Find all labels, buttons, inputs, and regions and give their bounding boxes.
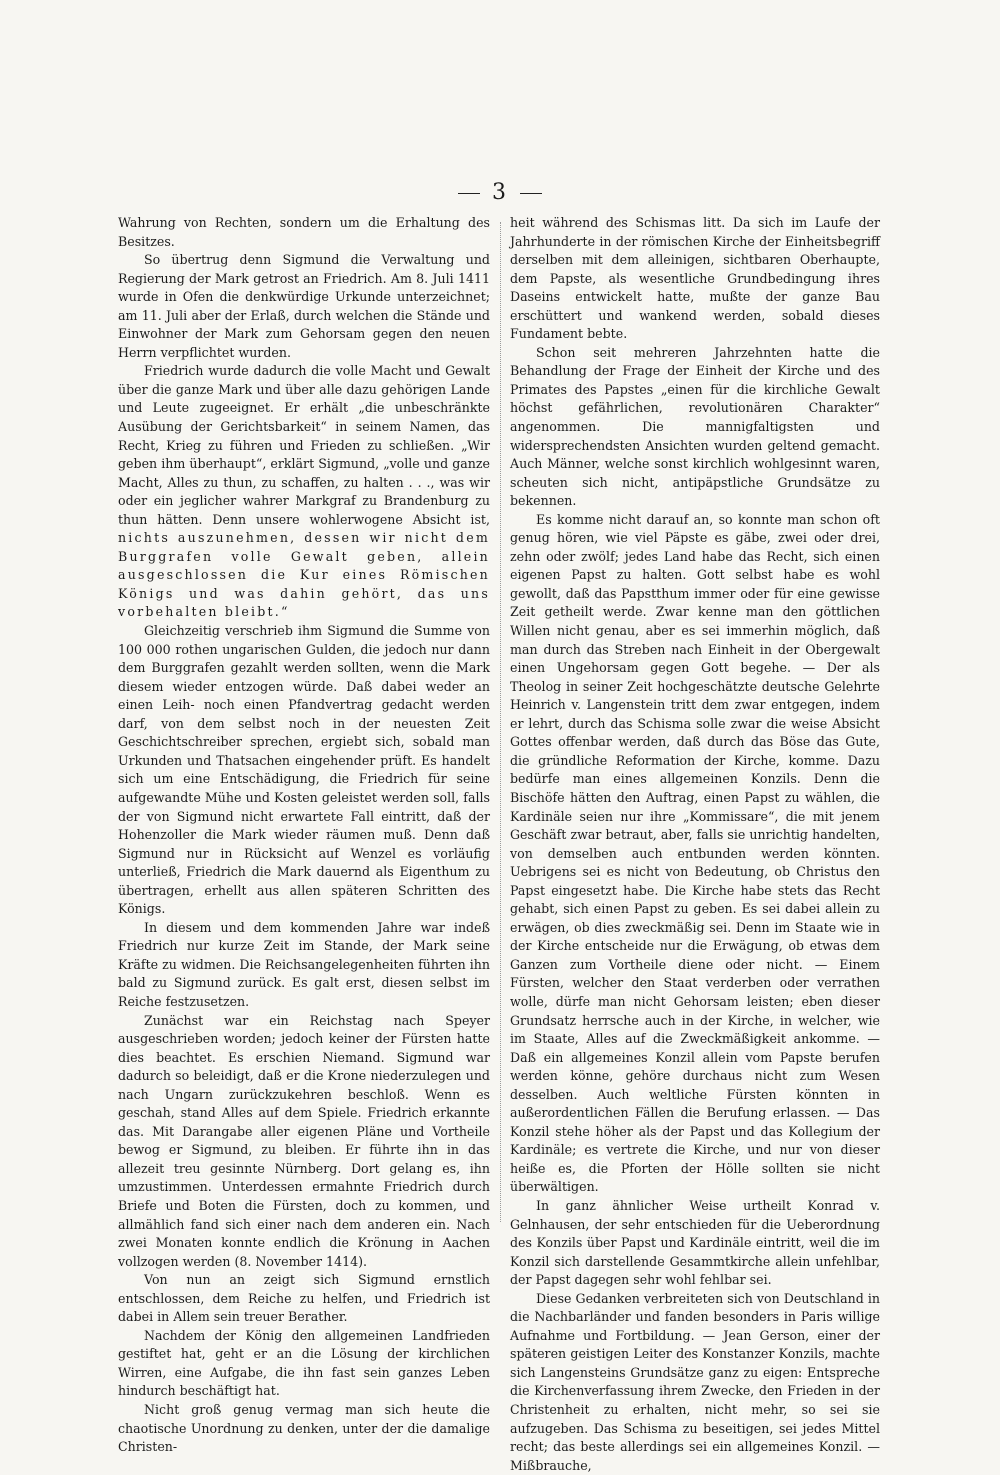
- right-paragraph-4: In ganz ähnlicher Weise urtheilt Konrad v. Gelnhausen, der sehr entschieden für die Ueberordnung des Konzils über Papst und Kardinäle eintritt, weil die im Konzil sich darstellende Gesammtkirche allein unfehlbar, der Papst dagegen sehr wohl fehlbar sei.: [510, 1197, 880, 1288]
- left-paragraph-4: Gleichzeitig verschrieb ihm Sigmund die Summe von 100 000 rothen ungarischen Gulden, die jedoch nur dann dem Burggrafen gezahlt werden sollten, wenn die Mark diesem wieder entzogen würde. Daß dabei weder an einen Leih- noch einen Pfandvertrag gedacht werden darf, von dem selbst noch in der neuesten Zeit Geschichtschreiber sprechen, ergiebt sich, sobald man Urkunden und Thatsachen eingehender prüft. Es handelt sich um eine Entschädigung, die Friedrich für seine aufgewandte Mühe und Kosten geleistet werden soll, falls der von Sigmund nicht erwartete Fall eintritt, daß der Hohenzoller die Mark wieder räumen muß. Denn daß Sigmund nur in Rücksicht auf Wenzel es vorläufig unterließ, Friedrich die Mark dauernd als Eigenthum zu übertragen, erhellt aus allen späteren Schritten des Königs.: [118, 623, 490, 917]
- left-paragraph-2: So übertrug denn Sigmund die Verwaltung und Regierung der Mark getrost an Friedrich. Am 8. Juli 1411 wurde in Ofen die denkwürdige Urkunde unterzeichnet; am 11. Juli aber der Erlaß, durch welchen die Stände und Einwohner der Mark zum Gehorsam gegen den neuen Herrn verpflichtet wurden.: [118, 252, 490, 360]
- left-paragraph-5: In diesem und dem kommenden Jahre war indeß Friedrich nur kurze Zeit im Stande, der Mark seine Kräfte zu widmen. Die Reichsangelegenheiten führten ihn bald zu Sigmund zurück. Es galt erst, diesen selbst im Reiche festzusetzen.: [118, 919, 490, 1009]
- page-number-dash-right: [520, 193, 542, 194]
- left-paragraph-3: [118, 362, 490, 622]
- left-paragraph-3-text: Friedrich wurde dadurch die volle Macht und Gewalt über die ganze Mark und über alle dazu gehörigen Lande und Leute zugeeignet. Er erhält „die unbeschränkte Ausübung der Gerichtsbarkeit“ in seinem Namen, das Recht, Krieg zu führen und Frieden zu schließen. „Wir geben ihm überhaupt“, erklärt Sigmund, „volle und ganze Macht, Alles zu thun, zu schaffen, zu halten . . ., was wir oder ein jeglicher wahrer Markgraf zu Brandenburg zu thun hätten. Denn unsere wohlerwogene Absicht ist,: [118, 363, 490, 527]
- left-paragraph-9: Nicht groß genug vermag man sich heute die chaotische Unordnung zu denken, unter der die damalige Christen-: [118, 1402, 490, 1455]
- right-paragraph-1: heit während des Schismas litt. Da sich im Laufe der Jahrhunderte in der römischen Kirche der Einheitsbegriff derselben mit dem alleinigen, sichtbaren Oberhaupte, dem Papste, als wesentliche Grundbedingung ihres Daseins entwickelt hatte, mußte der ganze Bau erschüttert und wankend werden, sobald dieses Fundament bebte.: [510, 215, 880, 342]
- right-column: [510, 214, 880, 1475]
- left-paragraph-6: Zunächst war ein Reichstag nach Speyer ausgeschrieben worden; jedoch keiner der Fürsten hatte dies beachtet. Es erschien Niemand. Sigmund war dadurch so beleidigt, daß er die Krone niederzulegen und nach Ungarn zurückzukehren beschloß. Wenn es geschah, stand Alles auf dem Spiele. Friedrich erkannte das. Mit Darangabe aller eigenen Pläne und Vortheile bewog er Sigmund, zu bleiben. Er führte ihn in das allezeit treu gesinnte Nürnberg. Dort gelang es, ihn umzustimmen. Unterdessen ermahnte Friedrich durch Briefe und Boten die Fürsten, doch zu kommen, und allmählich fand sich einer nach dem anderen ein. Nach zwei Monaten konnte endlich die Krönung in Aachen vollzogen werden (8. November 1414).: [118, 1012, 490, 1269]
- right-paragraph-5: Diese Gedanken verbreiteten sich von Deutschland in die Nachbarländer und fanden besonders in Paris willige Aufnahme und Fortbildung. — Jean Gerson, einer der späteren geistigen Leiter des Konstanzer Konzils, machte sich Langensteins Grundsätze ganz zu eigen: Entspreche die Kirchenverfassung ihrem Zwecke, den Frieden in der Christenheit zu erhalten, nicht mehr, so sei sie aufzugeben. Das Schisma zu beseitigen, sei jedes Mittel recht; das beste allerdings sei ein allgemeines Konzil. — Mißbrauche,: [510, 1290, 880, 1473]
- right-paragraph-2: Schon seit mehreren Jahrzehnten hatte die Behandlung der Frage der Einheit der Kirche und des Primates des Papstes „einen für die kirchliche Gewalt höchst gefährlichen, revolutionären Charakter“ angenommen. Die mannigfaltigsten und widersprechendsten Ansichten wurden geltend gemacht. Auch Männer, welche sonst kirchlich wohlgesinnt waren, scheuten sich nicht, antipäpstliche Grundsätze zu bekennen.: [510, 344, 880, 509]
- left-paragraph-7: Von nun an zeigt sich Sigmund ernstlich entschlossen, dem Reiche zu helfen, und Friedrich ist dabei in Allem sein treuer Berather.: [118, 1272, 490, 1325]
- left-paragraph-3-spaced-quote: nichts auszunehmen, dessen wir nicht dem Burggrafen volle Gewalt geben, allein ausgeschlossen die Kur eines Römischen Königs und was dahin gehört, das uns vorbehalten bleibt.“: [118, 530, 490, 620]
- left-paragraph-1: Wahrung von Rechten, sondern um die Erhaltung des Besitzes.: [118, 215, 490, 249]
- page-number: [0, 180, 1000, 205]
- left-column: [118, 214, 490, 1457]
- page-number-text: 3: [492, 180, 508, 205]
- column-divider: [500, 222, 501, 1222]
- page-number-dash-left: [458, 193, 480, 194]
- right-paragraph-3: Es komme nicht darauf an, so konnte man schon oft genug hören, wie viel Päpste es gäbe, zwei oder drei, zehn oder zwölf; jedes Land habe das Recht, sich einen eigenen Papst zu halten. Gott selbst habe es wohl gewollt, daß das Papstthum immer oder für eine gewisse Zeit getheilt werde. Zwar kenne man den göttlichen Willen nicht genau, aber es sei immerhin möglich, daß man durch das Streben nach Einheit in der Obergewalt einen Ungehorsam gegen Gott begehe. — Der als Theolog in seiner Zeit hochgeschätzte deutsche Gelehrte Heinrich v. Langenstein tritt dem zwar entgegen, indem er lehrt, durch das Schisma solle zwar die weise Absicht Gottes offenbar werden, daß durch das Böse das Gute, die gründliche Reformation der Kirche, komme. Dazu bedürfe man eines allgemeinen Konzils. Denn die Bischöfe hätten den Auftrag, einen Papst zu wählen, die Kardinäle seien nur ihre „Kommissare“, die mit jenem Geschäft zwar betraut, aber, falls sie unrichtig handelten, von demselben auch entbunden werden könnten. Uebrigens sei es nicht von Bedeutung, ob Christus den Papst eingesetzt habe. Die Kirche habe stets das Recht gehabt, sich einen Papst zu geben. Es sei dabei allein zu erwägen, ob dies zweckmäßig sei. Denn im Staate wie in der Kirche entscheide nur die Erwägung, ob etwas dem Ganzen zum Vortheile diene oder nicht. — Einem Fürsten, welcher den Staat verderben oder verrathen wolle, dürfe man nicht Gehorsam leisten; eben dieser Grundsatz herrsche auch in der Kirche, in welcher, wie im Staate, Alles auf die Zweckmäßigkeit ankomme. — Daß ein allgemeines Konzil allein vom Papste berufen werden könne, gehöre durchaus nicht zum Wesen desselben. Auch weltliche Fürsten könnten in außerordentlichen Fällen die Berufung erlassen. — Das Konzil stehe höher als der Papst und das Kollegium der Kardinäle; es vertrete die Kirche, und nur von dieser heiße es, die Pforten der Hölle sollten sie nicht überwältigen.: [510, 511, 880, 1195]
- left-paragraph-8: Nachdem der König den allgemeinen Landfrieden gestiftet hat, geht er an die Lösung der kirchlichen Wirren, eine Aufgabe, die ihn fast sein ganzes Leben hindurch beschäftigt hat.: [118, 1327, 490, 1399]
